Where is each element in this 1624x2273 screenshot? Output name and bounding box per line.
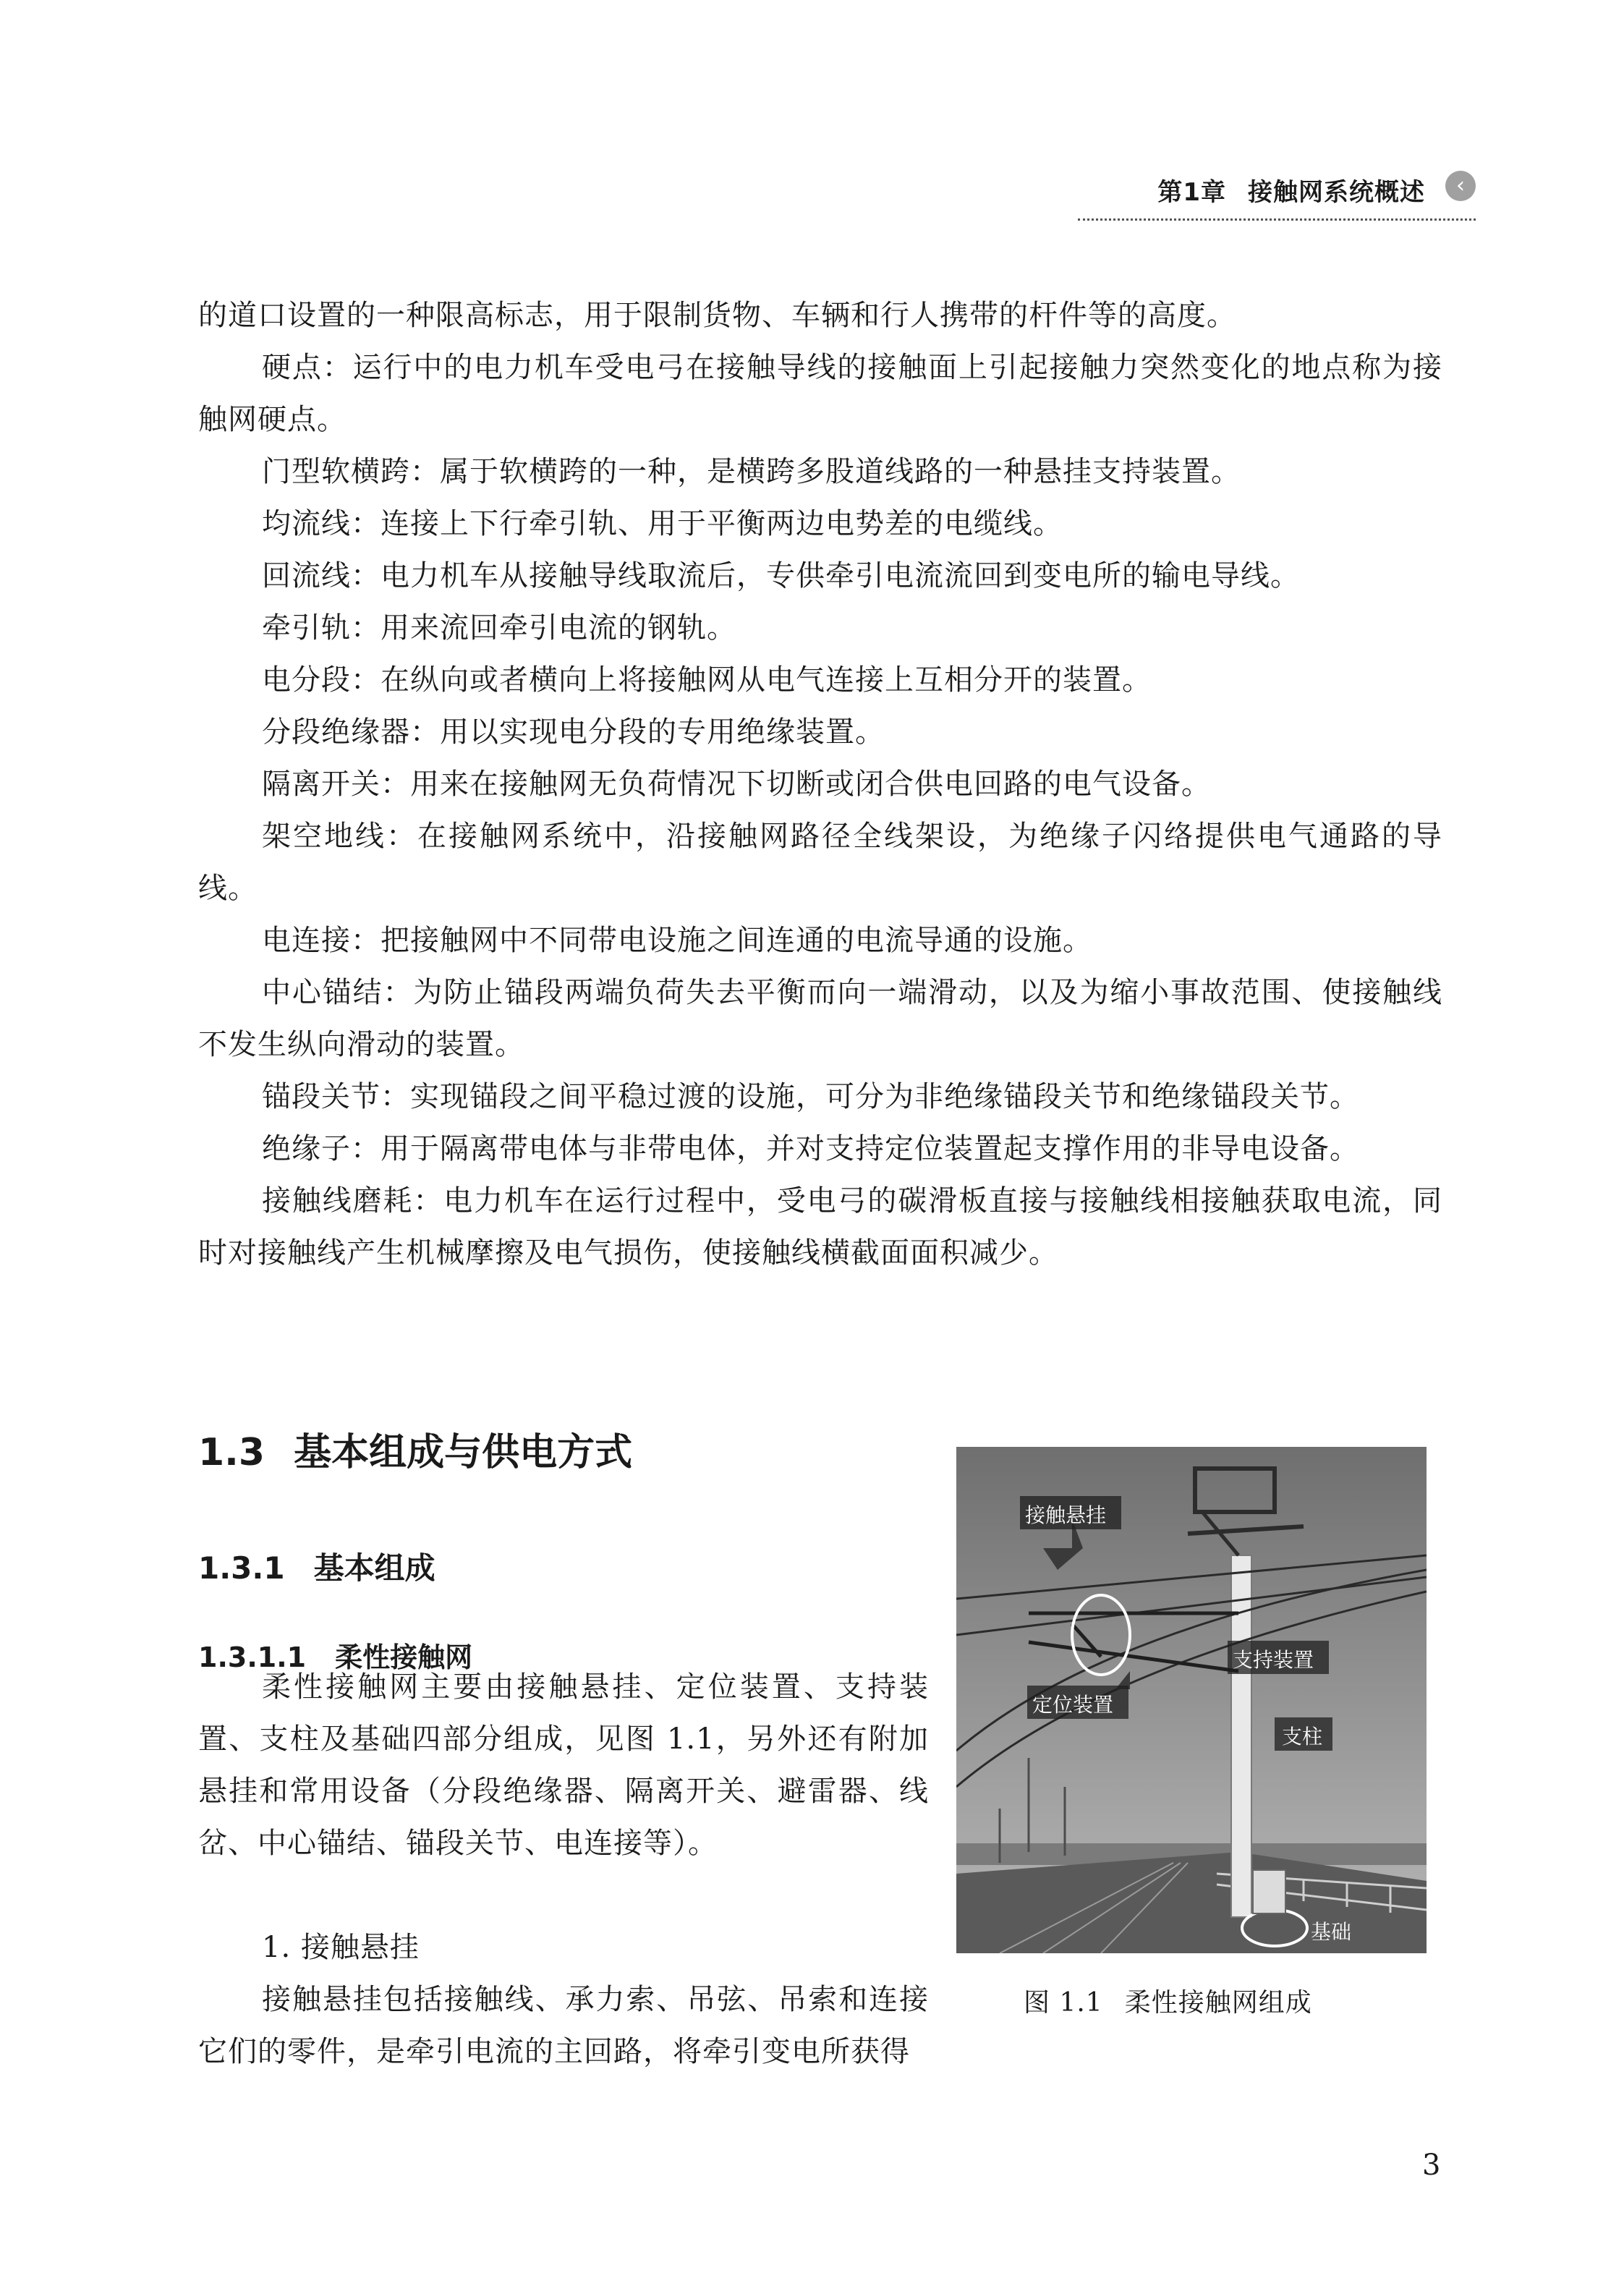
paragraph-intro: 柔性接触网主要由接触悬挂、定位装置、支持装置、支柱及基础四部分组成，见图 1.1，另外还有附加悬挂和常用设备（分段绝缘器、隔离开关、避雷器、线岔、中心锚结、锚段关节、电连接等）。 — [198, 1670, 929, 1860]
paragraph-wire-wear: 接触线磨耗：电力机车在运行过程中，受电弓的碳滑板直接与接触线相接触获取电流，同时对接触线产生机械摩擦及电气损伤，使接触线横截面面积减少。 — [198, 1184, 1442, 1270]
paragraph-overlap: 锚段关节：实现锚段之间平稳过渡的设施，可分为非绝缘锚段关节和绝缘锚段关节。 — [262, 1080, 1359, 1113]
paragraph-section-insulator: 分段绝缘器：用以实现电分段的专用绝缘装置。 — [262, 715, 885, 749]
paragraph-suspension: 接触悬挂包括接触线、承力索、吊弦、吊索和连接它们的零件，是牵引电流的主回路，将牵引变电所获得 — [198, 1983, 929, 2068]
paragraph-return-line: 回流线：电力机车从接触导线取流后，专供牵引电流流回到变电所的输电导线。 — [262, 559, 1300, 592]
paragraph-traction-rail: 牵引轨：用来流回牵引电流的钢轨。 — [262, 611, 736, 645]
paragraph-hard-point: 硬点：运行中的电力机车受电弓在接触导线的接触面上引起接触力突然变化的地点称为接触网硬点。 — [198, 351, 1442, 436]
section-title: 基本组成与供电方式 — [294, 1431, 633, 1474]
paragraph-equalizing-line: 均流线：连接上下行牵引轨、用于平衡两边电势差的电缆线。 — [262, 507, 1063, 540]
figure-caption — [1024, 1982, 1312, 2019]
paragraph-portal-cross-span: 门型软横跨：属于软横跨的一种，是横跨多股道线路的一种悬挂支持装置。 — [262, 455, 1241, 488]
paragraph-electrical-section: 电分段：在纵向或者横向上将接触网从电气连接上互相分开的装置。 — [262, 663, 1152, 697]
figure-label-foundation: 基础 — [1311, 1920, 1352, 1944]
section-heading — [198, 1422, 632, 1476]
figure-label-pole: 支柱 — [1282, 1725, 1323, 1749]
catenary-photo-illustration — [956, 1447, 1427, 1953]
subsection-number: 1.3.1 — [198, 1550, 285, 1586]
figure-label-positioning: 定位装置 — [1032, 1693, 1114, 1717]
paragraph-continuation: 的道口设置的一种限高标志，用于限制货物、车辆和行人携带的杆件等的高度。 — [198, 299, 1236, 332]
page-number: 3 — [1422, 2149, 1441, 2182]
figure-label-support: 支持装置 — [1233, 1648, 1314, 1672]
subsubsection-title: 柔性接触网 — [335, 1641, 473, 1673]
section-number: 1.3 — [198, 1431, 265, 1474]
figure-photo — [956, 1447, 1427, 1953]
running-header-text — [1157, 172, 1425, 208]
paragraph-electrical-connection: 电连接：把接触网中不同带电设施之间连通的电流导通的设施。 — [262, 924, 1092, 957]
paragraph-midpoint-anchor: 中心锚结：为防止锚段两端负荷失去平衡而向一端滑动，以及为缩小事故范围、使接触线不发生纵向滑动的装置。 — [198, 976, 1442, 1061]
chapter-number: 第1章 — [1157, 178, 1226, 207]
figure-label-suspension: 接触悬挂 — [1025, 1503, 1107, 1527]
subsection-heading — [198, 1545, 435, 1588]
subsection-title: 基本组成 — [313, 1550, 435, 1586]
paragraph-overhead-ground-wire: 架空地线：在接触网系统中，沿接触网路径全线架设，为绝缘子闪络提供电气通路的导线。 — [198, 820, 1442, 905]
chevron-left-icon: ‹ — [1445, 171, 1476, 201]
subsubsection-number: 1.3.1.1 — [198, 1641, 307, 1673]
figure-caption-title: 柔性接触网组成 — [1124, 1988, 1312, 2018]
paragraph-insulator: 绝缘子：用于隔离带电体与非带电体，并对支持定位装置起支撑作用的非导电设备。 — [262, 1132, 1359, 1165]
paragraph-isolating-switch: 隔离开关：用来在接触网无负荷情况下切断或闭合供电回路的电气设备。 — [262, 768, 1211, 801]
list-item-heading: 1. 接触悬挂 — [262, 1931, 420, 1964]
running-header — [1078, 168, 1476, 221]
figure-caption-number: 图 1.1 — [1024, 1988, 1103, 2018]
chapter-title: 接触网系统概述 — [1248, 178, 1425, 207]
